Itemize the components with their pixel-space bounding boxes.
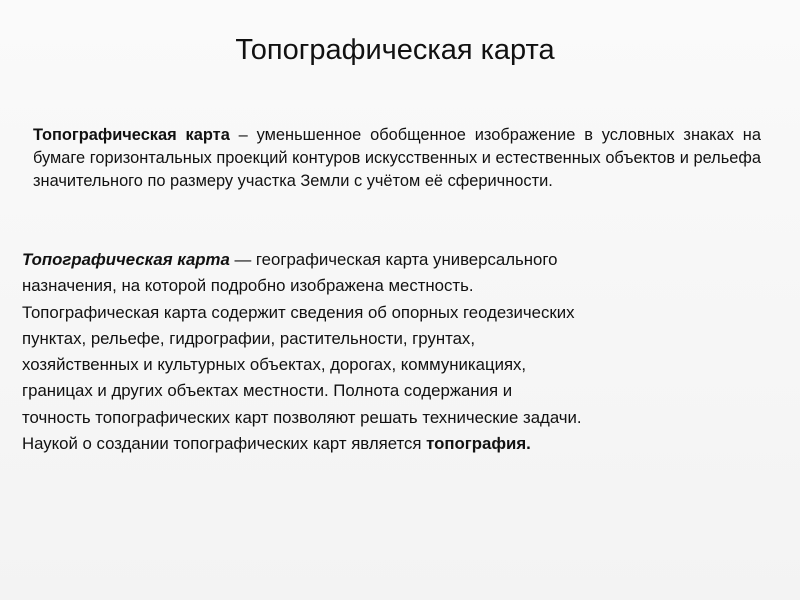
description-line xyxy=(22,247,792,273)
slide-title: Топографическая карта xyxy=(235,34,555,66)
description-term: Топографическая карта xyxy=(22,250,230,269)
description-line: назначения, на которой подробно изображена местность. xyxy=(22,276,474,296)
description-line: Топографическая карта содержит сведения об опорных геодезических xyxy=(22,302,575,322)
definition-term: Топографическая карта xyxy=(33,126,230,144)
topography-term: топография. xyxy=(426,434,531,454)
description-line: точность топографических карт позволяют решать технические задачи. xyxy=(22,407,582,427)
description-line: хозяйственных и культурных объектах, дорогах, коммуникациях, xyxy=(22,355,527,375)
definition-paragraph xyxy=(33,124,761,193)
description-line: границах и других объектах местности. Полнота содержания и xyxy=(22,381,513,401)
description-paragraph xyxy=(22,247,792,457)
description-line: пунктах, рельефе, гидрографии, растительности, грунтах, xyxy=(22,328,475,348)
description-last-text: Наукой о создании топографических карт является xyxy=(22,434,427,454)
description-line xyxy=(22,431,792,457)
definition-text: – уменьшенное обобщенное изображение в условных знаках на бумаге горизонтальных проекций контуров искусственных и естественных объектов и рельефа значительного по размеру участка Земли с учётом её сферичности. xyxy=(33,126,761,190)
description-line-rest: — географическая карта универсального xyxy=(229,250,558,269)
